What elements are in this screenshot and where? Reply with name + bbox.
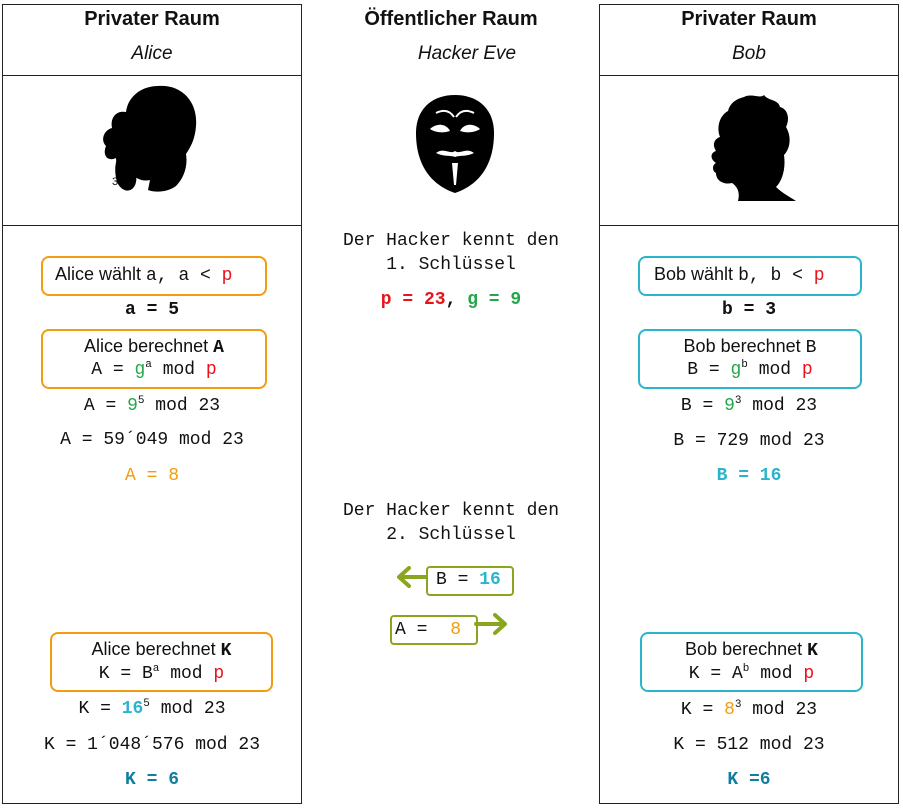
- eve-knows1-line2: 1. Schlüssel: [386, 255, 516, 275]
- alice-calcK-formula: $K = B^a$ mod p: [98, 663, 225, 684]
- bob-K-line2: K = 512 mod 23: [673, 735, 825, 755]
- alice-K-line1: $K = 16^5$ mod 23: [78, 698, 226, 719]
- alice-K-result: K = 6: [124, 770, 179, 790]
- alice-calcA-title: Alice berechnet A: [84, 336, 224, 358]
- bob-calcB-title: Bob berechnet B: [683, 336, 817, 358]
- eve-subheader: Hacker Eve: [417, 43, 517, 64]
- alice-header-divider: [2, 75, 302, 76]
- bob-B-line1: $B = 9^3$ mod 23: [680, 395, 818, 416]
- alice-a-value: a = 5: [124, 300, 179, 320]
- bob-header-divider: [599, 75, 899, 76]
- alice-avatar-mark: 3: [112, 176, 119, 188]
- alice-avatar-divider: [2, 225, 302, 226]
- bob-K-line1: $K = 8^3$ mod 23: [680, 699, 818, 720]
- alice-A-line2: A = 59´049 mod 23: [60, 430, 244, 450]
- bob-silhouette-icon: [698, 93, 798, 203]
- eve-header: Öffentlicher Raum: [364, 8, 538, 30]
- arrow-left-icon: [396, 566, 430, 588]
- eve-knows2-line2: 2. Schlüssel: [386, 525, 516, 545]
- bob-header: Privater Raum: [681, 8, 817, 30]
- bob-subheader: Bob: [732, 43, 766, 64]
- eve-A-value: A = 8: [395, 620, 462, 640]
- eve-knows2-line1: Der Hacker kennt den: [342, 501, 560, 521]
- bob-calcB-formula: $B = g^b$ mod p: [687, 359, 813, 380]
- guy-fawkes-mask-icon: [414, 93, 496, 195]
- bob-avatar-divider: [599, 225, 899, 226]
- alice-choose-text: Alice wählt a, a < p: [55, 264, 233, 286]
- bob-K-result: K =6: [727, 770, 771, 790]
- alice-header: Privater Raum: [84, 8, 220, 30]
- bob-calcK-title: Bob berechnet K: [685, 639, 818, 661]
- alice-K-line2: K = 1´048´576 mod 23: [43, 735, 261, 755]
- bob-calcK-formula: $K = A^b$ mod p: [688, 663, 815, 684]
- alice-A-result: A = 8: [124, 466, 179, 486]
- arrow-right-icon: [474, 613, 508, 635]
- eve-B-value: B = 16: [436, 570, 501, 590]
- bob-choose-text: Bob wählt b, b < p: [654, 264, 825, 286]
- alice-calcK-title: Alice berechnet K: [91, 639, 232, 661]
- alice-subheader: Alice: [131, 43, 173, 64]
- bob-B-result: B = 16: [716, 466, 782, 486]
- bob-B-line2: B = 729 mod 23: [673, 431, 825, 451]
- bob-b-value: b = 3: [721, 300, 776, 320]
- alice-calcA-formula: $A = g^a$ mod p: [91, 359, 217, 380]
- eve-public-key: p = 23, g = 9: [380, 290, 522, 310]
- alice-A-line1: $A = 9^5$ mod 23: [83, 395, 221, 416]
- eve-knows1-line1: Der Hacker kennt den: [342, 231, 560, 251]
